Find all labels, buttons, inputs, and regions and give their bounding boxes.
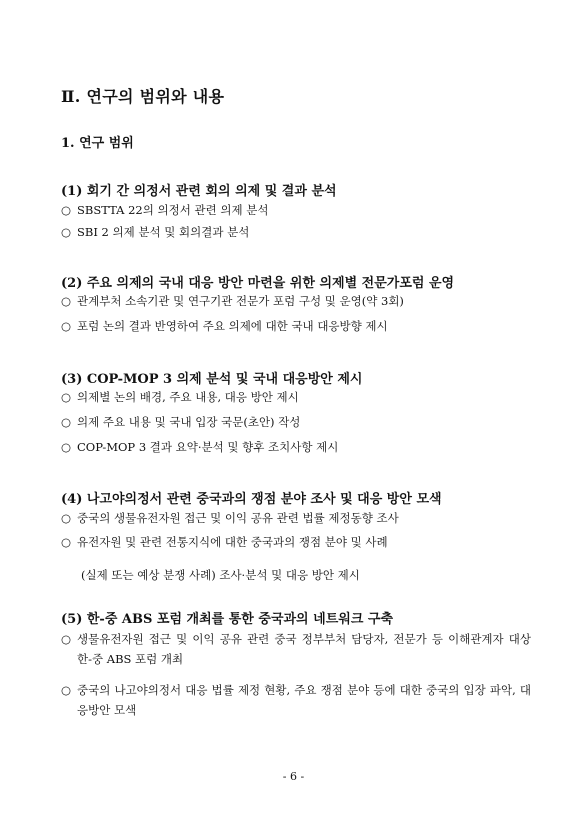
list-item: [61, 680, 531, 720]
bullet-icon: ○: [61, 319, 72, 333]
bullet-icon: ○: [61, 511, 72, 525]
bullet-icon: ○: [61, 225, 72, 239]
bullet-icon: ○: [61, 632, 72, 646]
subsection-3-title: (3) COP-MOP 3 의제 분석 및 국내 대응방안 제시: [61, 372, 363, 387]
list-item-text: 의제별 논의 배경, 주요 내용, 대응 방안 제시: [77, 390, 299, 404]
list-item: [61, 508, 531, 528]
list-item-text: 의제 주요 내용 및 국내 입장 국문(초안) 작성: [77, 415, 301, 429]
list-item-text: SBI 2 의제 분석 및 회의결과 분석: [77, 225, 250, 239]
section-title: 1. 연구 범위: [61, 136, 134, 151]
subsection-2-title: (2) 주요 의제의 국내 대응 방안 마련을 위한 의제별 전문가포럼 운영: [61, 276, 455, 291]
bullet-icon: ○: [61, 440, 72, 454]
list-item: [61, 316, 531, 336]
list-item-text: 포럼 논의 결과 반영하여 주요 의제에 대한 국내 대응방향 제시: [77, 319, 388, 333]
list-item-text: 생물유전자원 접근 및 이익 공유 관련 중국 정부부처 담당자, 전문가 등 이해관계자 대상 한-중 ABS 포럼 개최: [77, 632, 531, 666]
list-item-continuation: (실제 또는 예상 분쟁 사례) 조사·분석 및 대응 방안 제시: [81, 568, 360, 582]
list-item-text: 중국의 생물유전자원 접근 및 이익 공유 관련 법률 제정동향 조사: [77, 511, 399, 525]
bullet-icon: ○: [61, 203, 72, 217]
list-item: [61, 629, 531, 669]
list-item-text: COP-MOP 3 결과 요약·분석 및 향후 조치사항 제시: [77, 440, 339, 454]
list-item: [61, 291, 531, 311]
list-item-text: 중국의 나고야의정서 대응 법률 제정 현황, 주요 쟁점 분야 등에 대한 중국의 입장 파악, 대응방안 모색: [77, 683, 531, 717]
bullet-icon: ○: [61, 683, 72, 697]
list-item: [61, 222, 531, 242]
bullet-icon: ○: [61, 390, 72, 404]
list-item: [61, 532, 531, 552]
list-item: [61, 200, 531, 220]
list-item-text: SBSTTA 22의 의정서 관련 의제 분석: [77, 203, 269, 217]
list-item-text: 관계부처 소속기관 및 연구기관 전문가 포럼 구성 및 운영(약 3회): [77, 294, 404, 308]
bullet-icon: ○: [61, 294, 72, 308]
bullet-icon: ○: [61, 535, 72, 549]
list-item: [61, 387, 531, 407]
subsection-1-title: (1) 회기 간 의정서 관련 회의 의제 및 결과 분석: [61, 184, 337, 199]
subsection-4-title: (4) 나고야의정서 관련 중국과의 쟁점 분야 조사 및 대응 방안 모색: [61, 492, 442, 507]
bullet-icon: ○: [61, 415, 72, 429]
list-item-text: 유전자원 및 관련 전통지식에 대한 중국과의 쟁점 분야 및 사례: [77, 535, 388, 549]
subsection-5-title: (5) 한-중 ABS 포럼 개최를 통한 중국과의 네트워크 구축: [61, 612, 394, 627]
chapter-title: Ⅱ. 연구의 범위와 내용: [61, 87, 225, 106]
list-item: [61, 412, 531, 432]
list-item: [61, 437, 531, 457]
page-number: - 6 -: [282, 770, 305, 783]
